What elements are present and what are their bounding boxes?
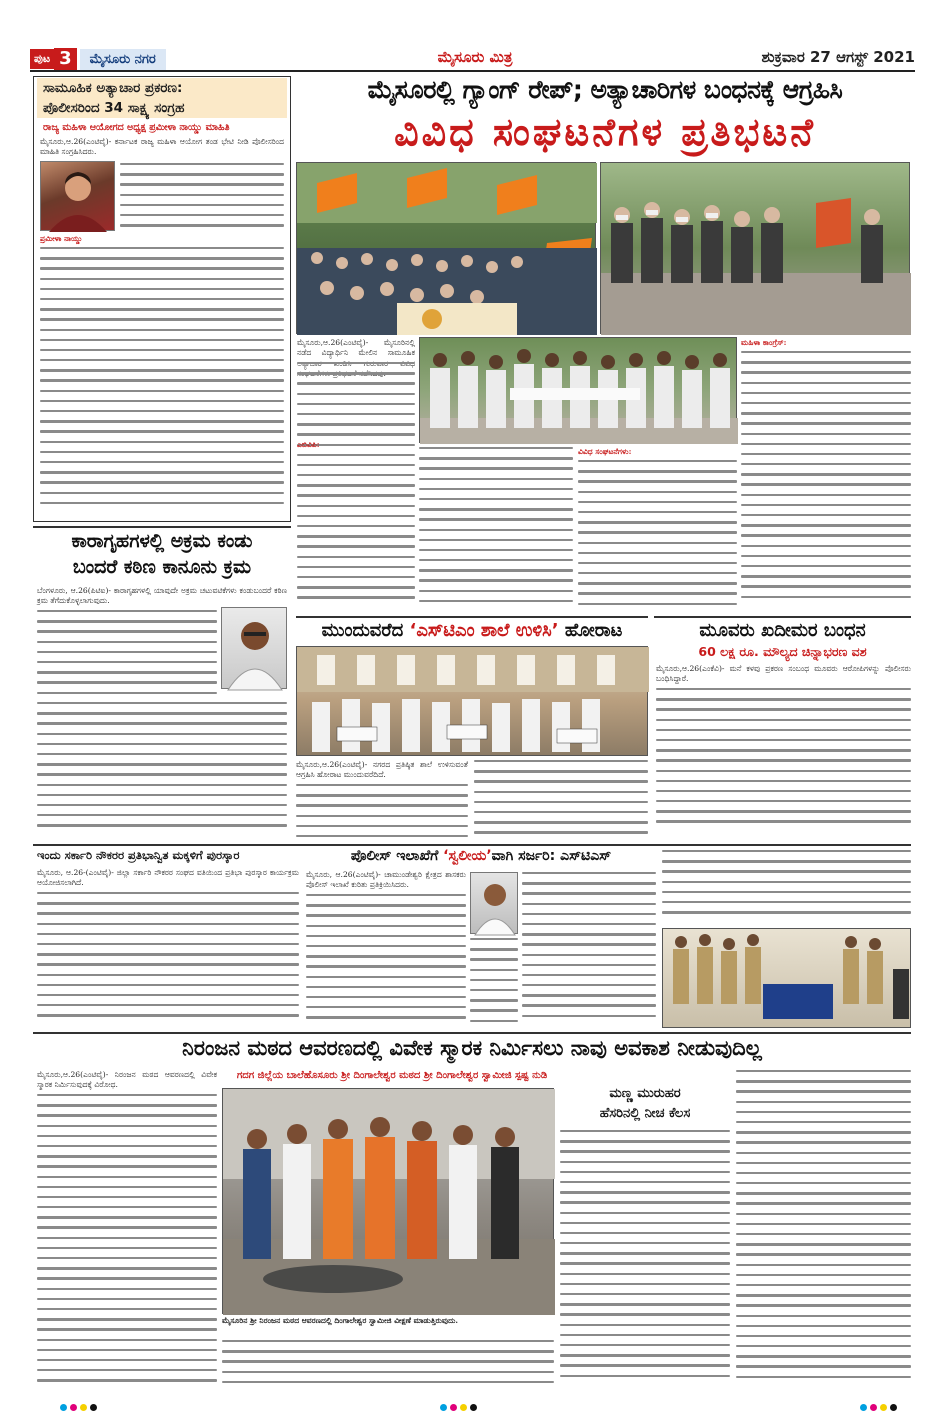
atm-body	[296, 784, 468, 842]
police-body	[522, 872, 656, 1028]
portrait-photo	[40, 161, 115, 231]
protest-photo-students	[600, 162, 910, 334]
person-icon	[471, 873, 519, 935]
atm-body	[474, 760, 648, 842]
atm-headline-quoted: ‘ಎಸ್‌ಟಿಎಂ ಶಾಲೆ ಉಳಿಸಿ’	[409, 620, 559, 641]
thieves-dateline: ಮೈಸೂರು,ಆ.26(ಎಂಕೆವಿ)- ಮನೆ ಕಳವು ಪ್ರಕರಣ ಸಂಬಂಧ ಮೂವರು ಆರೋಪಿಗಳನ್ನು ಪೊಲೀಸರು ಬಂಧಿಸಿದ್ದಾರೆ.	[656, 664, 911, 684]
print-registration-dots	[860, 1404, 897, 1414]
story-body-text	[40, 247, 284, 519]
caption-name: ಪ್ರಮೀಳಾ ನಾಯ್ಡು	[40, 234, 83, 243]
bottom-body	[222, 1340, 554, 1394]
thieves-headline: ಮೂವರು ಖದೀಮರ ಬಂಧನ	[699, 620, 866, 641]
protest-photo-abvp	[296, 162, 596, 334]
page-tag	[30, 48, 166, 70]
sit-in-crowd-image	[601, 163, 911, 335]
mla-photo	[470, 872, 518, 934]
police-headline-quoted: ‘ಸ್ವಲೀಯ’	[443, 848, 492, 864]
main-headline-line1: ಮೈಸೂರಲ್ಲಿ ಗ್ಯಾಂಗ್ ರೇಪ್; ಅತ್ಯಾಚಾರಿಗಳ ಬಂಧನಕ್ಕೆ ಆಗ್ರಹಿಸಿ	[367, 75, 843, 104]
atm-dateline: ಮೈಸೂರು,ಆ.26(ಎಂಟಿವೈ)- ನಗರದ ಪ್ರತಿಷ್ಠಿತ ಶಾಲೆ ಉಳಿಸುವಂತೆ ಆಗ್ರಹಿಸಿ ಹೋರಾಟ ಮುಂದುವರೆದಿದೆ.	[296, 760, 468, 780]
jail-body	[37, 702, 287, 842]
jail-headline-line2: ಬಂದರೆ ಕಠಿಣ ಕಾನೂನು ಕ್ರಮ	[72, 556, 252, 578]
divider	[33, 844, 911, 846]
main-story-body	[741, 351, 911, 612]
swamiji-photo	[222, 1088, 554, 1314]
minister-photo	[221, 607, 287, 689]
govt-body	[37, 892, 299, 1028]
story-body-text	[120, 163, 284, 233]
print-registration-dots	[440, 1404, 477, 1414]
photo-caption	[40, 234, 116, 245]
govt-headline: ಇಂದು ಸರ್ಕಾರಿ ನೌಕರರ ಪ್ರತಿಭಾನ್ವಿತ ಮಕ್ಕಳಿಗೆ ಪುರಸ್ಕಾರ	[37, 848, 240, 862]
bottom-body	[37, 1094, 217, 1394]
inner-headline-line2: ಹೆಸರಿನಲ್ಲಿ ನೀಚ ಕೆಲಸ	[599, 1106, 691, 1121]
thieves-subhead: 60 ಲಕ್ಷ ರೂ. ಮೌಲ್ಯದ ಚಿನ್ನಾಭರಣ ವಶ	[698, 644, 867, 659]
divider	[33, 1032, 911, 1034]
bottom-body	[736, 1070, 911, 1394]
police-body	[470, 938, 518, 1028]
jail-dateline: ಬೆಂಗಳೂರು, ಆ.26(ಪಿಟಿಐ)- ಕಾರಾಗೃಹಗಳಲ್ಲಿ ಯಾವುದೇ ಅಕ್ರಮ ಚಟುವಟಿಕೆಗಳು ಕಂಡುಬಂದರೆ ಕಠಿಣ ಕ್ರಮ ತೆಗೆದುಕೊಳ್ಳಲಾಗುವುದು.	[37, 586, 287, 606]
police-body	[306, 894, 466, 1028]
bottom-body	[560, 1130, 730, 1394]
police-team-image	[663, 929, 912, 1029]
school-building-image	[297, 647, 649, 757]
person-icon	[222, 608, 288, 690]
page-number: 3	[54, 48, 77, 70]
label-congress	[741, 338, 821, 350]
label-various-text: ವಿವಿಧ ಸಂಘಟನೆಗಳು:	[578, 447, 632, 456]
bottom-dateline: ಮೈಸೂರು,ಆ.26(ಎಂಟಿವೈ)- ನಿರಂಜನ ಮಠದ ಆವರಣದಲ್ಲಿ ವಿವೇಕ ಸ್ಮಾರಕ ನಿರ್ಮಿಸುವುದಕ್ಕೆ ವಿರೋಧ.	[37, 1070, 217, 1090]
police-dateline: ಮೈಸೂರು, ಆ.26(ಎಂಟಿವೈ)- ಚಾಮುಂಡೇಶ್ವರಿ ಕ್ಷೇತ್ರದ ಶಾಸಕರು ಪೊಲೀಸ್ ಇಲಾಖೆ ಕುರಿತು ಪ್ರತಿಕ್ರಿಯಿಸಿದರು.	[306, 870, 466, 890]
story-subhead: ರಾಜ್ಯ ಮಹಿಳಾ ಆಯೋಗದ ಅಧ್ಯಕ್ಷ ಪ್ರಮೀಳಾ ನಾಯ್ಡು ಮಾಹಿತಿ	[43, 122, 230, 133]
divider	[296, 616, 648, 618]
divider	[33, 526, 291, 528]
atm-headline	[296, 620, 648, 644]
bottom-headline: ನಿರಂಜನ ಮಠದ ಆವರಣದಲ್ಲಿ ವಿವೇಕ ಸ್ಮಾರಕ ನಿರ್ಮಿಸಲು ನಾವು ಅವಕಾಶ ನೀಡುವುದಿಲ್ಲ	[182, 1036, 762, 1060]
protest-photo-organizations	[419, 337, 737, 443]
police-headline	[306, 848, 656, 868]
inner-headline-line1: ಮಣ್ಣ ಮುರುಹರ	[609, 1086, 681, 1101]
main-story-body	[578, 460, 737, 612]
page-label: ಪುಟ	[30, 49, 54, 69]
atm-headline-prefix: ಮುಂದುವರೆದ	[321, 620, 404, 641]
school-protest-photo	[296, 646, 648, 756]
swamiji-visit-image	[223, 1089, 555, 1315]
story-headline-line1: ಸಾಮೂಹಿಕ ಅತ್ಯಾಚಾರ ಪ್ರಕರಣ:	[37, 78, 287, 98]
thieves-body	[662, 850, 911, 924]
jail-body	[37, 610, 217, 700]
atm-headline-suffix: ಹೋರಾಟ	[564, 620, 623, 641]
main-story-dateline: ಮೈಸೂರು,ಆ.26(ಎಂಟಿವೈ)- ಮೈಸೂರಿನಲ್ಲಿ ನಡೆದ ವಿದ್ಯಾರ್ಥಿನಿ ಮೇಲಿನ ಸಾಮೂಹಿಕ	[297, 338, 415, 358]
label-abvp	[297, 440, 357, 452]
person-icon	[41, 162, 116, 232]
bottom-photo-caption: ಮೈಸೂರಿನ ಶ್ರೀ ನಿರಂಜನ ಮಠದ ಆವರಣದಲ್ಲಿ ದಿಂಗಾಲೇಶ್ವರ ಸ್ವಾಮೀಜಿ ವೀಕ್ಷಣೆ ಮಾಡುತ್ತಿರುವುದು.	[222, 1316, 459, 1325]
bottom-subhead: ಗದಗ ಜಿಲ್ಲೆಯ ಬಾಲೆಹೊಸೂರು ಶ್ರೀ ದಿಂಗಾಲೇಶ್ವರ ಮಠದ ಶ್ರೀ ದಿಂಗಾಲೇಶ್ವರ ಸ್ವಾಮೀಜಿ ಸ್ಪಷ್ಟ ನುಡಿ	[236, 1070, 548, 1081]
standing-group-image	[420, 338, 738, 444]
story-headline-line2: ಪೊಲೀಸರಿಂದ 34 ಸಾಕ್ಷ್ಯ ಸಂಗ್ರಹ	[37, 98, 287, 118]
main-headline-line2: ವಿವಿಧ ಸಂಘಟನೆಗಳ ಪ್ರತಿಭಟನೆ	[394, 110, 816, 154]
protest-crowd-image	[297, 163, 597, 335]
label-abvp-text: ಎಬಿವಿಪಿ:	[297, 440, 320, 449]
police-headline-prefix: ಪೊಲೀಸ್ ಇಲಾಖೆಗೆ	[350, 848, 439, 864]
section-name: ಮೈಸೂರು ನಗರ	[80, 49, 166, 70]
label-congress-text: ಮಹಿಳಾ ಕಾಂಗ್ರೆಸ್:	[741, 338, 787, 347]
main-story-body	[297, 362, 415, 612]
label-various	[578, 447, 658, 459]
main-story-body	[419, 447, 573, 612]
divider	[654, 616, 911, 618]
issue-date: ಶುಕ್ರವಾರ 27 ಆಗಸ್ಟ್ 2021	[761, 48, 915, 66]
thieves-body	[656, 688, 911, 838]
govt-dateline: ಮೈಸೂರು, ಆ.26-(ಎಂಟಿವೈ)- ಜಿಲ್ಲಾ ಸರ್ಕಾರಿ ನೌಕರರ ಸಂಘದ ವತಿಯಿಂದ ಪ್ರತಿಭಾ ಪುರಸ್ಕಾರ ಕಾರ್ಯಕ್ರಮ ಆಯೋಜಿಸಲಾಗಿದೆ.	[37, 868, 299, 888]
arrest-photo	[662, 928, 911, 1028]
masthead	[30, 46, 915, 72]
story-dateline: ಮೈಸೂರು,ಆ.26(ಎಂಟಿವೈ)- ಕರ್ನಾಟಕ ರಾಜ್ಯ ಮಹಿಳಾ ಆಯೋಗ ತಂಡ ಭೇಟಿ ನೀಡಿ ಪೊಲೀಸರಿಂದ ಮಾಹಿತಿ ಸಂಗ್ರಹಿಸಿದರು.	[40, 137, 284, 157]
paper-name: ಮೈಸೂರು ಮಿತ್ರ	[437, 48, 513, 66]
police-headline-suffix: ವಾಗಿ ಸರ್ಜರಿ: ಎಸ್‌ಟಿಎಸ್	[491, 848, 612, 864]
jail-headline-line1: ಕಾರಾಗೃಹಗಳಲ್ಲಿ ಅಕ್ರಮ ಕಂಡು	[71, 530, 253, 552]
print-registration-dots	[60, 1404, 97, 1414]
